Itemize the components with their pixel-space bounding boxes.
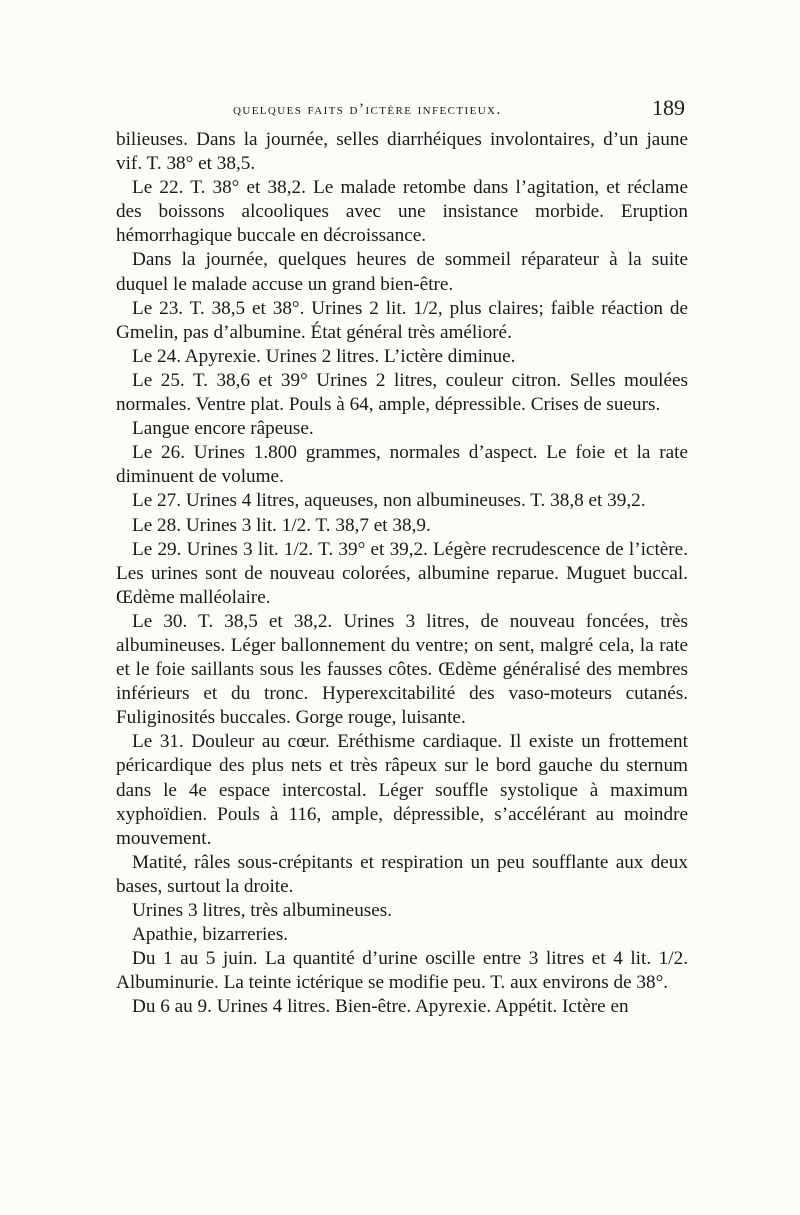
paragraph: Dans la journée, quelques heures de sommeil réparateur à la suite duquel le malade accuse un grand bien-être. [116,249,688,295]
page-header [118,95,685,125]
paragraph: Matité, râles sous-crépitants et respiration un peu soufflante aux deux bases, surtout la droite. [116,851,688,897]
running-title: quelques faits d’ictère infectieux. [233,101,502,118]
page-number: 189 [652,95,685,120]
paragraph: Du 1 au 5 juin. La quantité d’urine oscille entre 3 litres et 4 lit. 1/2. Albuminurie. La teinte ictérique se modifie peu. T. aux environs de 38°. [116,948,688,994]
paragraph: Le 31. Douleur au cœur. Eréthisme cardiaque. Il existe un frottement péricardique des plus nets et très râpeux sur le bord gauche du sternum dans le 4e espace intercostal. Léger souffle systolique à maximum xyphoïdien. Pouls à 116, ample, dépressible, s’accélérant au moindre mouvement. [116,731,688,849]
paragraph: Le 23. T. 38,5 et 38°. Urines 2 lit. 1/2, plus claires; faible réaction de Gmelin, pas d’albumine. État général très amélioré. [116,297,688,343]
paragraph: Du 6 au 9. Urines 4 litres. Bien-être. Apyrexie. Appétit. Ictère en [132,996,629,1018]
paragraph: Le 30. T. 38,5 et 38,2. Urines 3 litres, de nouveau foncées, très albumineuses. Léger ballonnement du ventre; on sent, malgré cela, la rate et le foie saillants sous les fausses côtes. Œdème généralisé des membres inférieurs et du tronc. Hyperexcitabilité des vaso-moteurs cutanés. Fuliginosités buccales. Gorge rouge, luisante. [116,610,688,729]
paragraph: Le 27. Urines 4 litres, aqueuses, non albumineuses. T. 38,8 et 39,2. [132,490,646,512]
paragraph: Le 26. Urines 1.800 grammes, normales d’aspect. Le foie et la rate diminuent de volume. [116,442,688,488]
paragraph: Le 24. Apyrexie. Urines 2 litres. L’ictère diminue. [132,345,516,367]
paragraph: Apathie, bizarreries. [132,924,289,946]
paragraph: Le 29. Urines 3 lit. 1/2. T. 39° et 39,2. Légère recrudescence de l’ictère. Les urines sont de nouveau colorées, albumine reparue. Muguet buccal. Œdème malléolaire. [116,538,688,608]
paragraph: Le 25. T. 38,6 et 39° Urines 2 litres, couleur citron. Selles moulées normales. Ventre plat. Pouls à 64, ample, dépressible. Crises de sueurs. [116,369,688,416]
paragraph: Le 22. T. 38° et 38,2. Le malade retombe dans l’agitation, et réclame des boissons alcooliques avec une insistance morbide. Eruption hémorrhagique buccale en décroissance. [116,177,688,247]
paragraph: Le 28. Urines 3 lit. 1/2. T. 38,7 et 38,9. [132,514,431,536]
paragraph: Urines 3 litres, très albumineuses. [132,900,393,921]
paragraph: bilieuses. Dans la journée, selles diarrhéiques involontaires, d’un jaune vif. T. 38° et 38,5. [116,129,688,175]
body-text [116,128,688,1019]
paragraph: Langue encore râpeuse. [132,418,314,440]
